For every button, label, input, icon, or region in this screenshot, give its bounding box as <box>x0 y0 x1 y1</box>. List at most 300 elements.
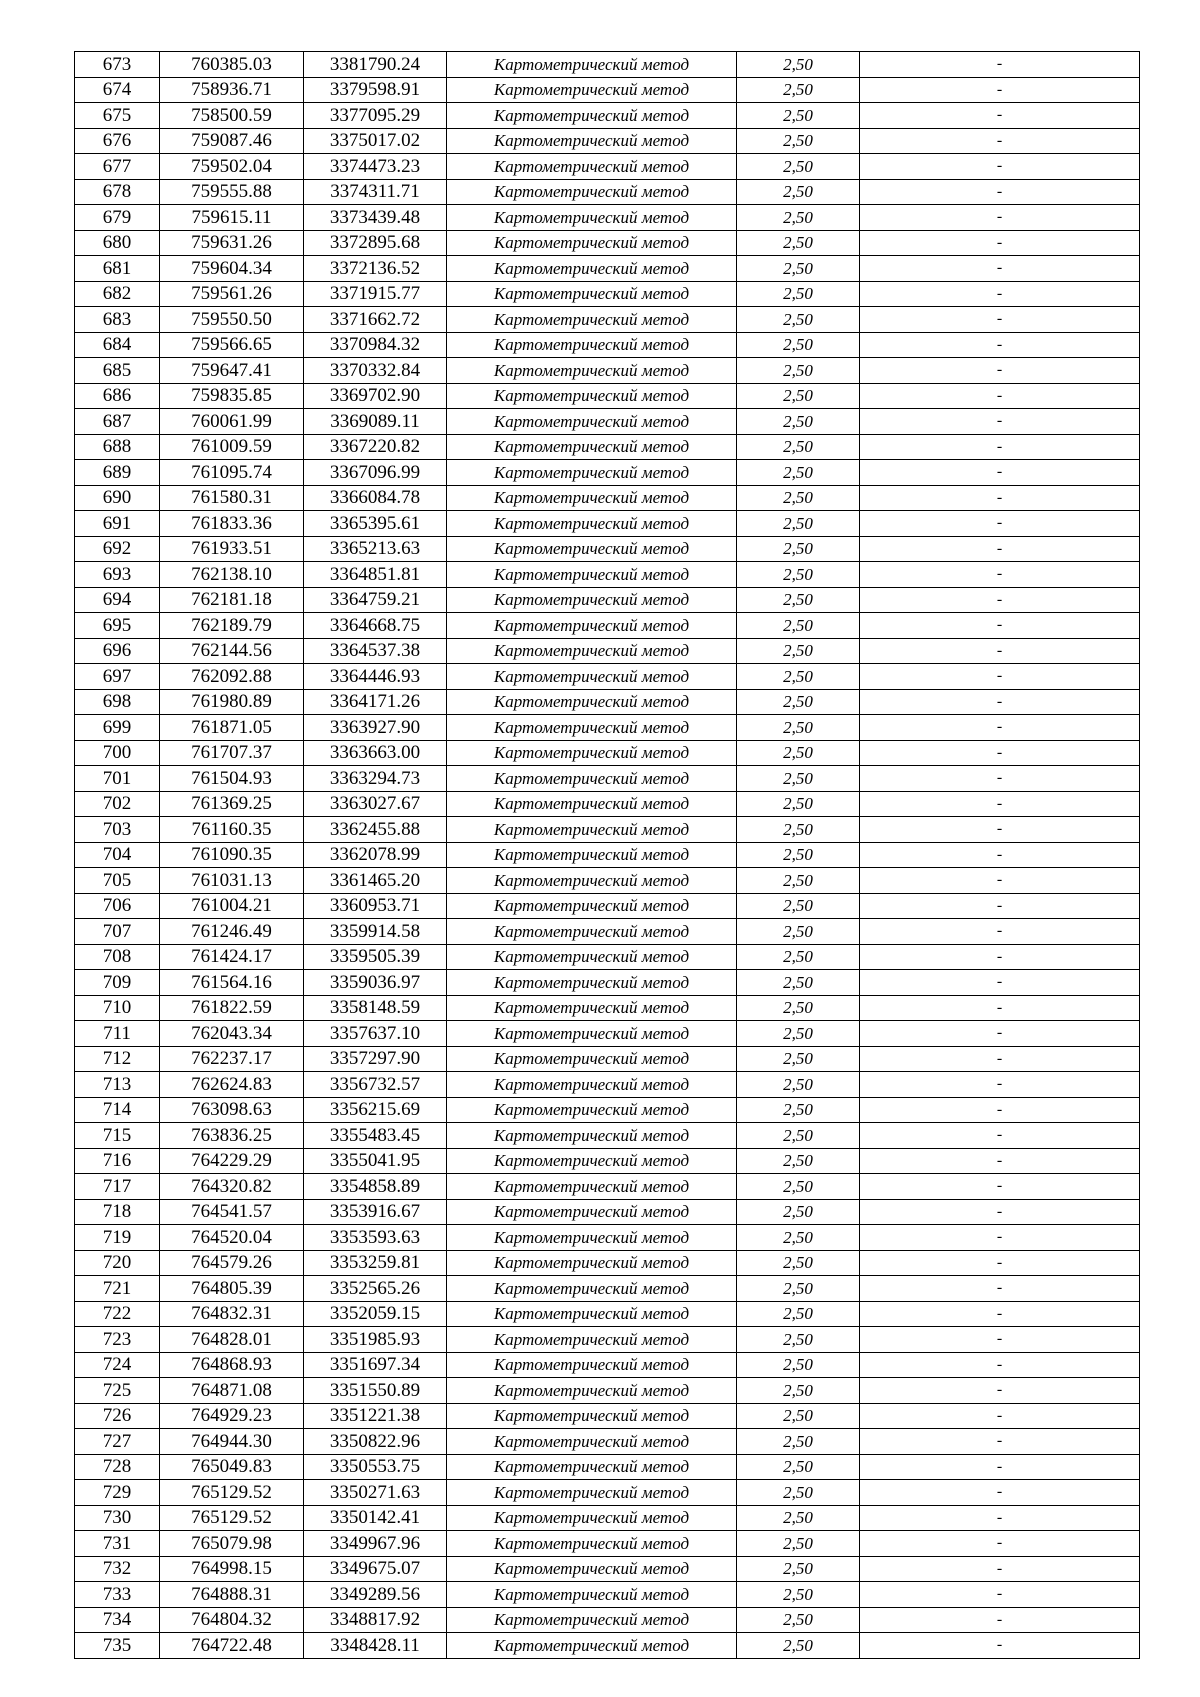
x-coordinate-cell: 765129.52 <box>160 1480 304 1506</box>
table-row <box>75 1327 1140 1353</box>
extra-cell: - <box>860 1352 1140 1378</box>
method-cell: Картометрический метод <box>447 358 737 384</box>
y-coordinate-cell: 3373439.48 <box>304 205 447 231</box>
accuracy-cell: 2,50 <box>737 1301 860 1327</box>
extra-cell: - <box>860 1582 1140 1608</box>
y-coordinate-cell: 3350553.75 <box>304 1454 447 1480</box>
table-row <box>75 766 1140 792</box>
extra-cell: - <box>860 715 1140 741</box>
point-number-cell: 725 <box>75 1378 160 1404</box>
table-row <box>75 281 1140 307</box>
accuracy-cell: 2,50 <box>737 1021 860 1047</box>
y-coordinate-cell: 3348428.11 <box>304 1633 447 1659</box>
point-number-cell: 694 <box>75 587 160 613</box>
point-number-cell: 702 <box>75 791 160 817</box>
table-row <box>75 1378 1140 1404</box>
accuracy-cell: 2,50 <box>737 715 860 741</box>
method-cell: Картометрический метод <box>447 842 737 868</box>
table-row <box>75 1021 1140 1047</box>
accuracy-cell: 2,50 <box>737 1505 860 1531</box>
y-coordinate-cell: 3374473.23 <box>304 154 447 180</box>
table-row <box>75 1429 1140 1455</box>
point-number-cell: 677 <box>75 154 160 180</box>
y-coordinate-cell: 3363663.00 <box>304 740 447 766</box>
accuracy-cell: 2,50 <box>737 52 860 78</box>
y-coordinate-cell: 3353593.63 <box>304 1225 447 1251</box>
accuracy-cell: 2,50 <box>737 230 860 256</box>
x-coordinate-cell: 759835.85 <box>160 383 304 409</box>
method-cell: Картометрический метод <box>447 536 737 562</box>
x-coordinate-cell: 762092.88 <box>160 664 304 690</box>
extra-cell: - <box>860 587 1140 613</box>
point-number-cell: 685 <box>75 358 160 384</box>
table-row <box>75 1148 1140 1174</box>
table-row <box>75 791 1140 817</box>
table-row <box>75 715 1140 741</box>
point-number-cell: 697 <box>75 664 160 690</box>
accuracy-cell: 2,50 <box>737 1199 860 1225</box>
y-coordinate-cell: 3357637.10 <box>304 1021 447 1047</box>
extra-cell: - <box>860 817 1140 843</box>
extra-cell: - <box>860 893 1140 919</box>
point-number-cell: 688 <box>75 434 160 460</box>
point-number-cell: 700 <box>75 740 160 766</box>
y-coordinate-cell: 3349289.56 <box>304 1582 447 1608</box>
x-coordinate-cell: 761564.16 <box>160 970 304 996</box>
x-coordinate-cell: 761031.13 <box>160 868 304 894</box>
accuracy-cell: 2,50 <box>737 1225 860 1251</box>
x-coordinate-cell: 759604.34 <box>160 256 304 282</box>
accuracy-cell: 2,50 <box>737 842 860 868</box>
y-coordinate-cell: 3364668.75 <box>304 613 447 639</box>
table-row <box>75 154 1140 180</box>
x-coordinate-cell: 759555.88 <box>160 179 304 205</box>
x-coordinate-cell: 761822.59 <box>160 995 304 1021</box>
method-cell: Картометрический метод <box>447 460 737 486</box>
method-cell: Картометрический метод <box>447 1276 737 1302</box>
y-coordinate-cell: 3359036.97 <box>304 970 447 996</box>
y-coordinate-cell: 3356732.57 <box>304 1072 447 1098</box>
x-coordinate-cell: 764828.01 <box>160 1327 304 1353</box>
point-number-cell: 692 <box>75 536 160 562</box>
table-row <box>75 613 1140 639</box>
extra-cell: - <box>860 1556 1140 1582</box>
y-coordinate-cell: 3356215.69 <box>304 1097 447 1123</box>
extra-cell: - <box>860 103 1140 129</box>
method-cell: Картометрический метод <box>447 383 737 409</box>
point-number-cell: 723 <box>75 1327 160 1353</box>
extra-cell: - <box>860 970 1140 996</box>
y-coordinate-cell: 3359505.39 <box>304 944 447 970</box>
table-row <box>75 409 1140 435</box>
accuracy-cell: 2,50 <box>737 154 860 180</box>
method-cell: Картометрический метод <box>447 1429 737 1455</box>
accuracy-cell: 2,50 <box>737 281 860 307</box>
extra-cell: - <box>860 613 1140 639</box>
x-coordinate-cell: 764579.26 <box>160 1250 304 1276</box>
x-coordinate-cell: 764832.31 <box>160 1301 304 1327</box>
accuracy-cell: 2,50 <box>737 587 860 613</box>
accuracy-cell: 2,50 <box>737 817 860 843</box>
point-number-cell: 715 <box>75 1123 160 1149</box>
method-cell: Картометрический метод <box>447 1378 737 1404</box>
extra-cell: - <box>860 562 1140 588</box>
x-coordinate-cell: 761707.37 <box>160 740 304 766</box>
y-coordinate-cell: 3374311.71 <box>304 179 447 205</box>
accuracy-cell: 2,50 <box>737 1327 860 1353</box>
x-coordinate-cell: 759566.65 <box>160 332 304 358</box>
accuracy-cell: 2,50 <box>737 1072 860 1098</box>
method-cell: Картометрический метод <box>447 944 737 970</box>
y-coordinate-cell: 3365395.61 <box>304 511 447 537</box>
method-cell: Картометрический метод <box>447 1072 737 1098</box>
point-number-cell: 678 <box>75 179 160 205</box>
y-coordinate-cell: 3370984.32 <box>304 332 447 358</box>
x-coordinate-cell: 760385.03 <box>160 52 304 78</box>
y-coordinate-cell: 3381790.24 <box>304 52 447 78</box>
table-row <box>75 230 1140 256</box>
y-coordinate-cell: 3353916.67 <box>304 1199 447 1225</box>
x-coordinate-cell: 761580.31 <box>160 485 304 511</box>
accuracy-cell: 2,50 <box>737 1429 860 1455</box>
table-row <box>75 358 1140 384</box>
method-cell: Картометрический метод <box>447 409 737 435</box>
table-row <box>75 1454 1140 1480</box>
accuracy-cell: 2,50 <box>737 970 860 996</box>
table-row <box>75 256 1140 282</box>
method-cell: Картометрический метод <box>447 332 737 358</box>
y-coordinate-cell: 3349675.07 <box>304 1556 447 1582</box>
y-coordinate-cell: 3349967.96 <box>304 1531 447 1557</box>
y-coordinate-cell: 3359914.58 <box>304 919 447 945</box>
method-cell: Картометрический метод <box>447 256 737 282</box>
x-coordinate-cell: 764998.15 <box>160 1556 304 1582</box>
accuracy-cell: 2,50 <box>737 536 860 562</box>
point-number-cell: 729 <box>75 1480 160 1506</box>
y-coordinate-cell: 3362078.99 <box>304 842 447 868</box>
accuracy-cell: 2,50 <box>737 1633 860 1659</box>
extra-cell: - <box>860 944 1140 970</box>
extra-cell: - <box>860 205 1140 231</box>
accuracy-cell: 2,50 <box>737 1454 860 1480</box>
table-row <box>75 1250 1140 1276</box>
extra-cell: - <box>860 281 1140 307</box>
point-number-cell: 712 <box>75 1046 160 1072</box>
y-coordinate-cell: 3351985.93 <box>304 1327 447 1353</box>
table-row <box>75 1174 1140 1200</box>
extra-cell: - <box>860 1174 1140 1200</box>
table-row <box>75 868 1140 894</box>
method-cell: Картометрический метод <box>447 1531 737 1557</box>
point-number-cell: 735 <box>75 1633 160 1659</box>
table-row <box>75 1199 1140 1225</box>
x-coordinate-cell: 763836.25 <box>160 1123 304 1149</box>
point-number-cell: 684 <box>75 332 160 358</box>
table-row <box>75 332 1140 358</box>
accuracy-cell: 2,50 <box>737 256 860 282</box>
extra-cell: - <box>860 1250 1140 1276</box>
point-number-cell: 710 <box>75 995 160 1021</box>
extra-cell: - <box>860 485 1140 511</box>
y-coordinate-cell: 3369702.90 <box>304 383 447 409</box>
point-number-cell: 675 <box>75 103 160 129</box>
method-cell: Картометрический метод <box>447 1174 737 1200</box>
point-number-cell: 722 <box>75 1301 160 1327</box>
extra-cell: - <box>860 154 1140 180</box>
method-cell: Картометрический метод <box>447 307 737 333</box>
point-number-cell: 679 <box>75 205 160 231</box>
y-coordinate-cell: 3350822.96 <box>304 1429 447 1455</box>
x-coordinate-cell: 761095.74 <box>160 460 304 486</box>
extra-cell: - <box>860 1123 1140 1149</box>
y-coordinate-cell: 3350271.63 <box>304 1480 447 1506</box>
accuracy-cell: 2,50 <box>737 995 860 1021</box>
x-coordinate-cell: 762138.10 <box>160 562 304 588</box>
y-coordinate-cell: 3355483.45 <box>304 1123 447 1149</box>
y-coordinate-cell: 3364759.21 <box>304 587 447 613</box>
point-number-cell: 680 <box>75 230 160 256</box>
accuracy-cell: 2,50 <box>737 1403 860 1429</box>
method-cell: Картометрический метод <box>447 1250 737 1276</box>
table-row <box>75 893 1140 919</box>
table-row <box>75 511 1140 537</box>
accuracy-cell: 2,50 <box>737 1556 860 1582</box>
point-number-cell: 731 <box>75 1531 160 1557</box>
table-row <box>75 1556 1140 1582</box>
x-coordinate-cell: 764888.31 <box>160 1582 304 1608</box>
extra-cell: - <box>860 1429 1140 1455</box>
extra-cell: - <box>860 689 1140 715</box>
x-coordinate-cell: 762144.56 <box>160 638 304 664</box>
point-number-cell: 686 <box>75 383 160 409</box>
y-coordinate-cell: 3364171.26 <box>304 689 447 715</box>
table-row <box>75 689 1140 715</box>
extra-cell: - <box>860 995 1140 1021</box>
method-cell: Картометрический метод <box>447 128 737 154</box>
table-row <box>75 919 1140 945</box>
point-number-cell: 730 <box>75 1505 160 1531</box>
x-coordinate-cell: 761160.35 <box>160 817 304 843</box>
point-number-cell: 714 <box>75 1097 160 1123</box>
x-coordinate-cell: 761980.89 <box>160 689 304 715</box>
accuracy-cell: 2,50 <box>737 1250 860 1276</box>
table-row <box>75 638 1140 664</box>
point-number-cell: 724 <box>75 1352 160 1378</box>
point-number-cell: 709 <box>75 970 160 996</box>
extra-cell: - <box>860 1148 1140 1174</box>
extra-cell: - <box>860 1327 1140 1353</box>
extra-cell: - <box>860 230 1140 256</box>
accuracy-cell: 2,50 <box>737 766 860 792</box>
accuracy-cell: 2,50 <box>737 1174 860 1200</box>
table-row <box>75 1352 1140 1378</box>
extra-cell: - <box>860 332 1140 358</box>
method-cell: Картометрический метод <box>447 1225 737 1251</box>
accuracy-cell: 2,50 <box>737 1582 860 1608</box>
point-number-cell: 713 <box>75 1072 160 1098</box>
accuracy-cell: 2,50 <box>737 638 860 664</box>
accuracy-cell: 2,50 <box>737 1097 860 1123</box>
x-coordinate-cell: 760061.99 <box>160 409 304 435</box>
method-cell: Картометрический метод <box>447 817 737 843</box>
extra-cell: - <box>860 1046 1140 1072</box>
x-coordinate-cell: 761369.25 <box>160 791 304 817</box>
y-coordinate-cell: 3369089.11 <box>304 409 447 435</box>
method-cell: Картометрический метод <box>447 970 737 996</box>
point-number-cell: 693 <box>75 562 160 588</box>
method-cell: Картометрический метод <box>447 1148 737 1174</box>
method-cell: Картометрический метод <box>447 919 737 945</box>
x-coordinate-cell: 764868.93 <box>160 1352 304 1378</box>
y-coordinate-cell: 3358148.59 <box>304 995 447 1021</box>
y-coordinate-cell: 3365213.63 <box>304 536 447 562</box>
table-row <box>75 1607 1140 1633</box>
x-coordinate-cell: 761246.49 <box>160 919 304 945</box>
y-coordinate-cell: 3366084.78 <box>304 485 447 511</box>
method-cell: Картометрический метод <box>447 587 737 613</box>
accuracy-cell: 2,50 <box>737 409 860 435</box>
x-coordinate-cell: 759615.11 <box>160 205 304 231</box>
x-coordinate-cell: 765049.83 <box>160 1454 304 1480</box>
accuracy-cell: 2,50 <box>737 485 860 511</box>
method-cell: Картометрический метод <box>447 434 737 460</box>
table-row <box>75 103 1140 129</box>
point-number-cell: 734 <box>75 1607 160 1633</box>
x-coordinate-cell: 765079.98 <box>160 1531 304 1557</box>
method-cell: Картометрический метод <box>447 893 737 919</box>
y-coordinate-cell: 3377095.29 <box>304 103 447 129</box>
extra-cell: - <box>860 842 1140 868</box>
y-coordinate-cell: 3363927.90 <box>304 715 447 741</box>
x-coordinate-cell: 762181.18 <box>160 587 304 613</box>
x-coordinate-cell: 764520.04 <box>160 1225 304 1251</box>
point-number-cell: 701 <box>75 766 160 792</box>
table-row <box>75 817 1140 843</box>
table-row <box>75 128 1140 154</box>
y-coordinate-cell: 3351221.38 <box>304 1403 447 1429</box>
y-coordinate-cell: 3367096.99 <box>304 460 447 486</box>
table-row <box>75 77 1140 103</box>
extra-cell: - <box>860 1531 1140 1557</box>
point-number-cell: 718 <box>75 1199 160 1225</box>
extra-cell: - <box>860 1378 1140 1404</box>
table-row <box>75 179 1140 205</box>
method-cell: Картометрический метод <box>447 1403 737 1429</box>
x-coordinate-cell: 759502.04 <box>160 154 304 180</box>
extra-cell: - <box>860 1021 1140 1047</box>
y-coordinate-cell: 3354858.89 <box>304 1174 447 1200</box>
table-row <box>75 383 1140 409</box>
y-coordinate-cell: 3371662.72 <box>304 307 447 333</box>
x-coordinate-cell: 759087.46 <box>160 128 304 154</box>
table-row <box>75 52 1140 78</box>
point-number-cell: 676 <box>75 128 160 154</box>
y-coordinate-cell: 3352059.15 <box>304 1301 447 1327</box>
point-number-cell: 682 <box>75 281 160 307</box>
accuracy-cell: 2,50 <box>737 1378 860 1404</box>
accuracy-cell: 2,50 <box>737 128 860 154</box>
table-row <box>75 842 1140 868</box>
x-coordinate-cell: 761009.59 <box>160 434 304 460</box>
accuracy-cell: 2,50 <box>737 1148 860 1174</box>
method-cell: Картометрический метод <box>447 103 737 129</box>
extra-cell: - <box>860 77 1140 103</box>
point-number-cell: 716 <box>75 1148 160 1174</box>
point-number-cell: 732 <box>75 1556 160 1582</box>
y-coordinate-cell: 3355041.95 <box>304 1148 447 1174</box>
method-cell: Картометрический метод <box>447 511 737 537</box>
accuracy-cell: 2,50 <box>737 791 860 817</box>
x-coordinate-cell: 762237.17 <box>160 1046 304 1072</box>
y-coordinate-cell: 3360953.71 <box>304 893 447 919</box>
table-row <box>75 995 1140 1021</box>
y-coordinate-cell: 3362455.88 <box>304 817 447 843</box>
extra-cell: - <box>860 1276 1140 1302</box>
method-cell: Картометрический метод <box>447 995 737 1021</box>
accuracy-cell: 2,50 <box>737 77 860 103</box>
y-coordinate-cell: 3348817.92 <box>304 1607 447 1633</box>
accuracy-cell: 2,50 <box>737 307 860 333</box>
x-coordinate-cell: 764804.32 <box>160 1607 304 1633</box>
x-coordinate-cell: 758936.71 <box>160 77 304 103</box>
y-coordinate-cell: 3363027.67 <box>304 791 447 817</box>
table-row <box>75 587 1140 613</box>
point-number-cell: 690 <box>75 485 160 511</box>
x-coordinate-cell: 764320.82 <box>160 1174 304 1200</box>
point-number-cell: 704 <box>75 842 160 868</box>
x-coordinate-cell: 764541.57 <box>160 1199 304 1225</box>
accuracy-cell: 2,50 <box>737 358 860 384</box>
y-coordinate-cell: 3364537.38 <box>304 638 447 664</box>
method-cell: Картометрический метод <box>447 689 737 715</box>
method-cell: Картометрический метод <box>447 485 737 511</box>
point-number-cell: 695 <box>75 613 160 639</box>
x-coordinate-cell: 764871.08 <box>160 1378 304 1404</box>
point-number-cell: 717 <box>75 1174 160 1200</box>
method-cell: Картометрический метод <box>447 664 737 690</box>
accuracy-cell: 2,50 <box>737 613 860 639</box>
extra-cell: - <box>860 919 1140 945</box>
method-cell: Картометрический метод <box>447 613 737 639</box>
point-number-cell: 687 <box>75 409 160 435</box>
table-row <box>75 1072 1140 1098</box>
extra-cell: - <box>860 179 1140 205</box>
point-number-cell: 733 <box>75 1582 160 1608</box>
point-number-cell: 719 <box>75 1225 160 1251</box>
method-cell: Картометрический метод <box>447 1352 737 1378</box>
x-coordinate-cell: 761871.05 <box>160 715 304 741</box>
y-coordinate-cell: 3351697.34 <box>304 1352 447 1378</box>
method-cell: Картометрический метод <box>447 1021 737 1047</box>
table-row <box>75 664 1140 690</box>
point-number-cell: 696 <box>75 638 160 664</box>
point-number-cell: 721 <box>75 1276 160 1302</box>
table-row <box>75 562 1140 588</box>
table-row <box>75 1531 1140 1557</box>
x-coordinate-cell: 761004.21 <box>160 893 304 919</box>
y-coordinate-cell: 3353259.81 <box>304 1250 447 1276</box>
y-coordinate-cell: 3363294.73 <box>304 766 447 792</box>
table-row <box>75 740 1140 766</box>
accuracy-cell: 2,50 <box>737 383 860 409</box>
extra-cell: - <box>860 1403 1140 1429</box>
method-cell: Картометрический метод <box>447 1123 737 1149</box>
y-coordinate-cell: 3370332.84 <box>304 358 447 384</box>
method-cell: Картометрический метод <box>447 1633 737 1659</box>
extra-cell: - <box>860 511 1140 537</box>
table-row <box>75 205 1140 231</box>
accuracy-cell: 2,50 <box>737 1531 860 1557</box>
